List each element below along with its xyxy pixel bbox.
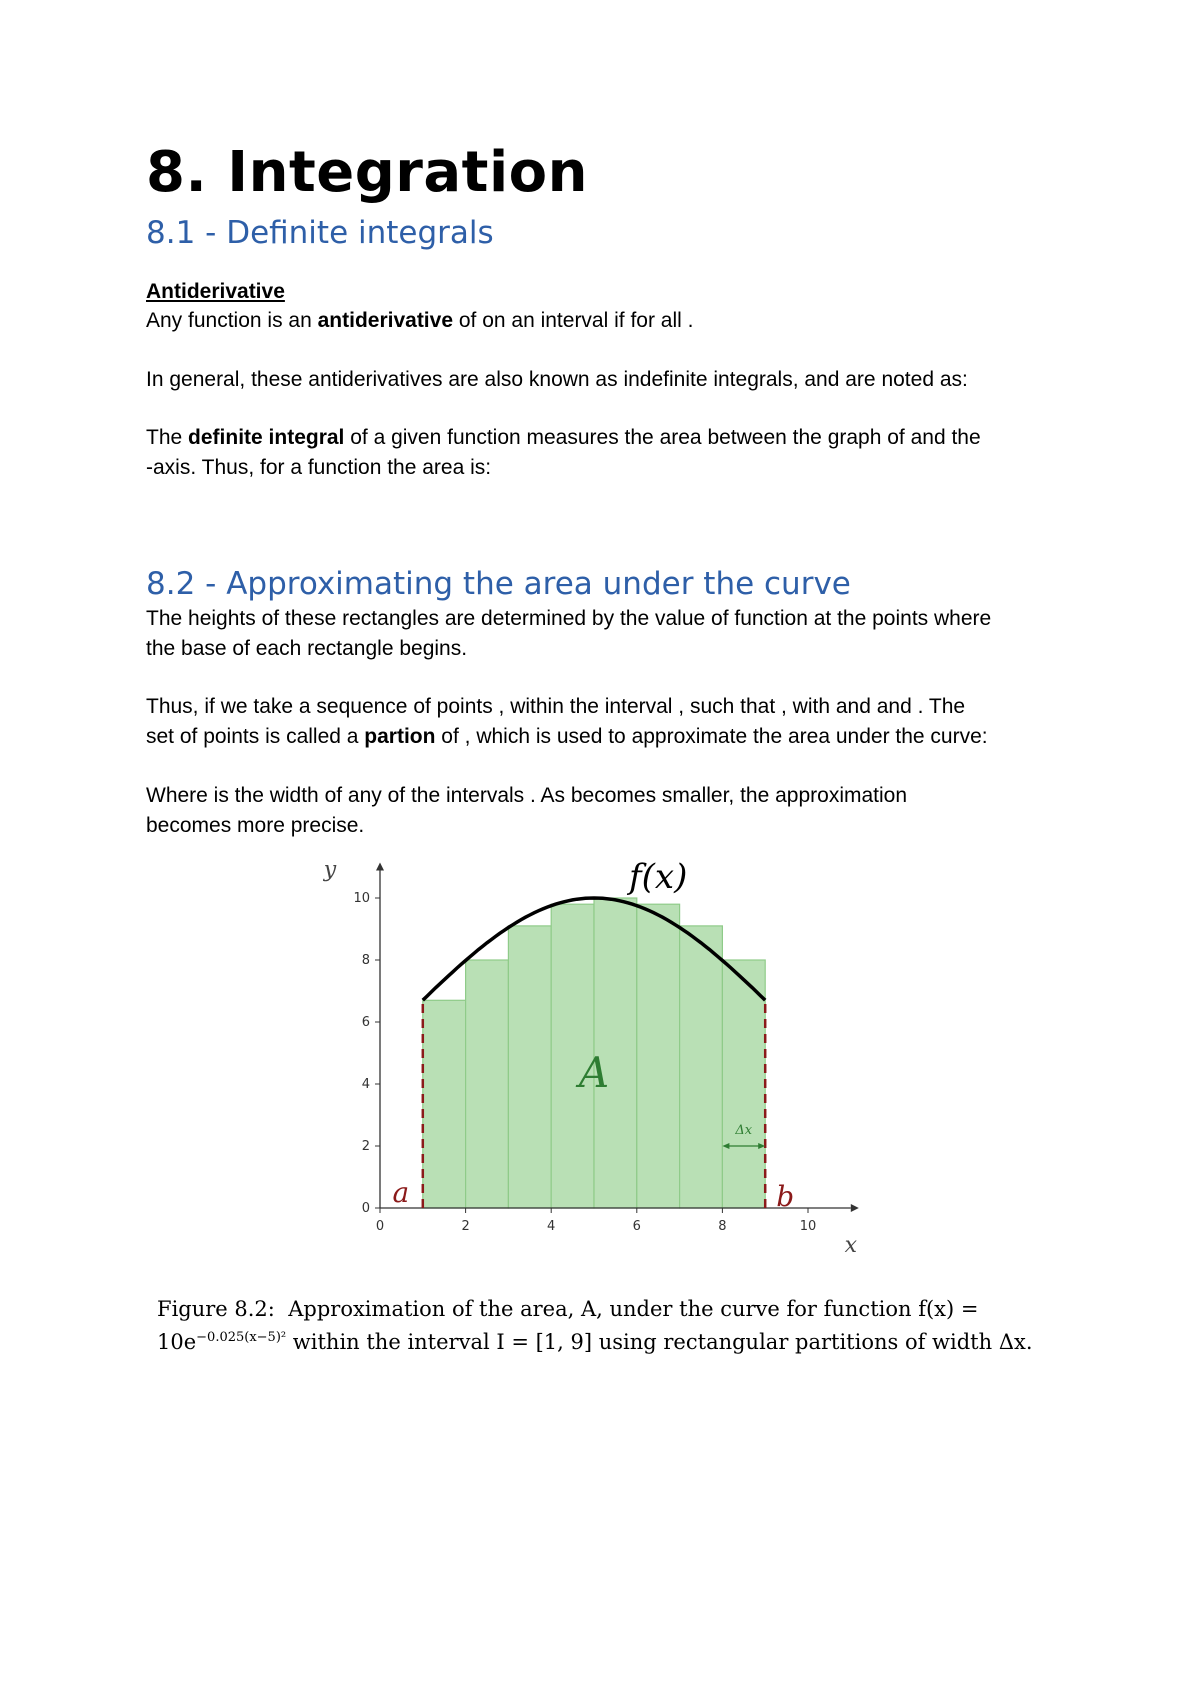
section-8-1-title: 8.1 - Definite integrals — [146, 215, 494, 251]
bold-term: definite integral — [188, 426, 345, 449]
paragraph-antiderivative — [146, 305, 1066, 336]
y-tick-label: 8 — [361, 953, 370, 968]
y-tick-label: 4 — [361, 1077, 370, 1092]
text-run: set of points is called a — [146, 725, 365, 748]
delta-x-label: Δx — [735, 1123, 753, 1138]
x-tick-label: 6 — [632, 1219, 641, 1234]
paragraph-heights-l2: the base of each rectangle begins. — [146, 637, 468, 660]
area-approximation-chart — [300, 850, 880, 1270]
chapter-title: 8. Integration — [146, 140, 588, 205]
x-axis-arrow — [851, 1204, 859, 1212]
subheading-text: Antiderivative — [146, 280, 285, 303]
x-tick-label: 4 — [547, 1219, 556, 1234]
y-tick-label: 0 — [361, 1201, 370, 1216]
paragraph-indefinite: In general, these antiderivatives are also known as indefinite integrals, and are noted as: — [146, 368, 968, 391]
paragraph-definite-l1 — [146, 422, 1066, 453]
x-axis-label: x — [844, 1233, 858, 1258]
bar-3 — [508, 926, 551, 1208]
caption-text: within the interval I = [1, 9] using rectangular partitions of width Δx. — [286, 1330, 1033, 1354]
y-tick-label: 10 — [353, 891, 370, 906]
y-axis-label: y — [323, 857, 337, 883]
caption-text: Approximation of the area, A, under the curve for function f(x) = — [288, 1297, 979, 1321]
bold-term: antiderivative — [317, 309, 454, 332]
x-tick-label: 8 — [718, 1219, 727, 1234]
bar-1 — [423, 1000, 466, 1208]
label-b: b — [776, 1180, 795, 1213]
y-tick-label: 6 — [361, 1015, 370, 1030]
x-tick-label: 2 — [461, 1219, 470, 1234]
bar-7 — [680, 926, 723, 1208]
paragraph-partition-l2 — [146, 721, 1066, 752]
paragraph-partition-l1: Thus, if we take a sequence of points , within the interval , such that , with and and . The — [146, 695, 966, 718]
function-label: f(x) — [629, 856, 688, 897]
y-tick-label: 2 — [361, 1139, 370, 1154]
bar-6 — [637, 904, 680, 1208]
x-tick-label: 10 — [799, 1219, 817, 1234]
caption-figure-number: Figure 8.2: — [157, 1297, 275, 1321]
text-run: The — [146, 426, 189, 449]
caption-formula: 10e — [157, 1330, 197, 1354]
caption-exponent: −0.025(x−5)² — [196, 1330, 287, 1345]
figure-caption-l1 — [157, 1297, 1057, 1321]
y-axis-arrow — [376, 863, 384, 871]
text-run: of , which is used to approximate the area under the curve: — [435, 725, 988, 748]
paragraph-definite-l2: -axis. Thus, for a function the area is: — [146, 456, 492, 479]
bold-term: partion — [364, 725, 436, 748]
text-run: of a given function measures the area between the graph of and the — [344, 426, 981, 449]
bar-2 — [466, 960, 509, 1208]
paragraph-heights-l1: The heights of these rectangles are determined by the value of function at the points where — [146, 607, 992, 630]
bar-8 — [722, 960, 765, 1208]
section-8-2-title: 8.2 - Approximating the area under the curve — [146, 566, 851, 602]
label-a: a — [392, 1176, 410, 1209]
paragraph-width-l1: Where is the width of any of the intervals . As becomes smaller, the approximation — [146, 784, 908, 807]
paragraph-width-l2: becomes more precise. — [146, 814, 365, 837]
area-label: A — [578, 1048, 610, 1098]
x-tick-label: 0 — [375, 1219, 385, 1234]
text-run: Any function is an — [146, 309, 318, 332]
text-run: of on an interval if for all . — [453, 309, 694, 332]
figure-caption-l2 — [157, 1330, 1057, 1354]
subheading-antiderivative — [146, 276, 1066, 307]
